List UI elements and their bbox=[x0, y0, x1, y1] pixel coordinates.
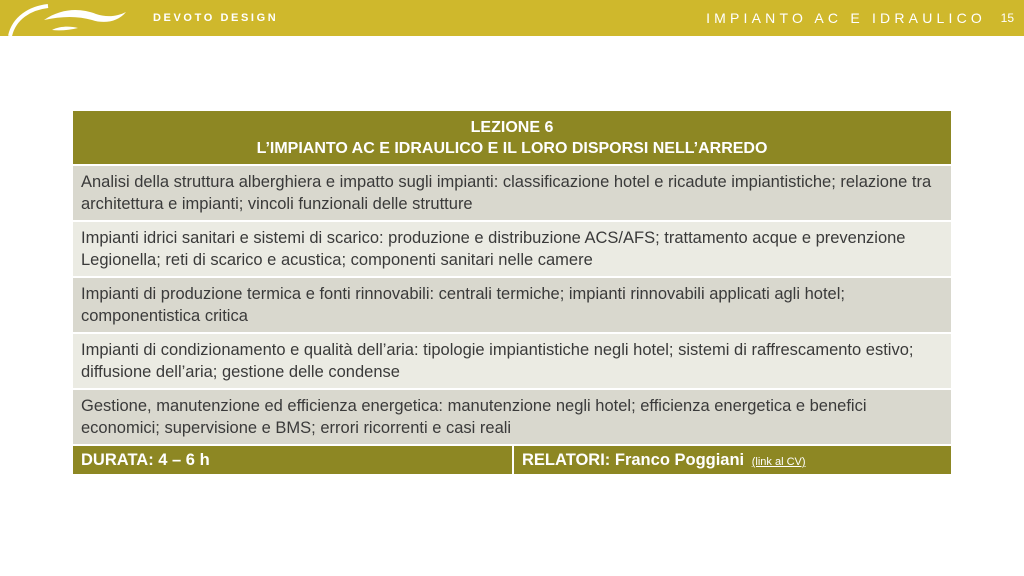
header-bar bbox=[0, 0, 1024, 36]
topic-row: Analisi della struttura alberghiera e impatto sugli impianti: classificazione hotel e ricadute impiantistiche; relazione tra architettura e impianti; vincoli funzionali delle strutture bbox=[73, 164, 951, 220]
topic-row: Impianti di condizionamento e qualità dell’aria: tipologie impiantistiche negli hotel; sistemi di raffrescamento estivo; diffusione dell’aria; gestione delle condense bbox=[73, 332, 951, 388]
topic-row: Impianti di produzione termica e fonti rinnovabili: centrali termiche; impianti rinnovabili applicati agli hotel; componentistica critica bbox=[73, 276, 951, 332]
topic-row: Gestione, manutenzione ed efficienza energetica: manutenzione negli hotel; efficienza energetica e benefici economici; supervisione e BMS; errori ricorrenti e casi reali bbox=[73, 388, 951, 444]
lesson-table bbox=[73, 111, 951, 474]
lesson-title: L’IMPIANTO AC E IDRAULICO E IL LORO DISPORSI NELL’ARREDO bbox=[256, 140, 768, 157]
lesson-header bbox=[73, 111, 951, 164]
cv-link[interactable]: (link al CV) bbox=[751, 456, 806, 468]
section-title: IMPIANTO AC E IDRAULICO bbox=[706, 10, 986, 26]
lesson-number: LEZIONE 6 bbox=[470, 119, 554, 136]
speakers-cell bbox=[512, 446, 951, 474]
brand-name: DEVOTO DESIGN bbox=[153, 12, 279, 24]
topic-row: Impianti idrici sanitari e sistemi di scarico: produzione e distribuzione ACS/AFS; trattamento acque e prevenzione Legionella; reti di scarico e acustica; componenti sanitari nelle camere bbox=[73, 220, 951, 276]
logo-icon bbox=[0, 0, 140, 36]
page-number: 15 bbox=[1000, 11, 1014, 25]
speakers-label: RELATORI: Franco Poggiani bbox=[522, 451, 745, 469]
lesson-footer bbox=[73, 444, 951, 474]
duration-cell: DURATA: 4 – 6 h bbox=[73, 446, 512, 474]
